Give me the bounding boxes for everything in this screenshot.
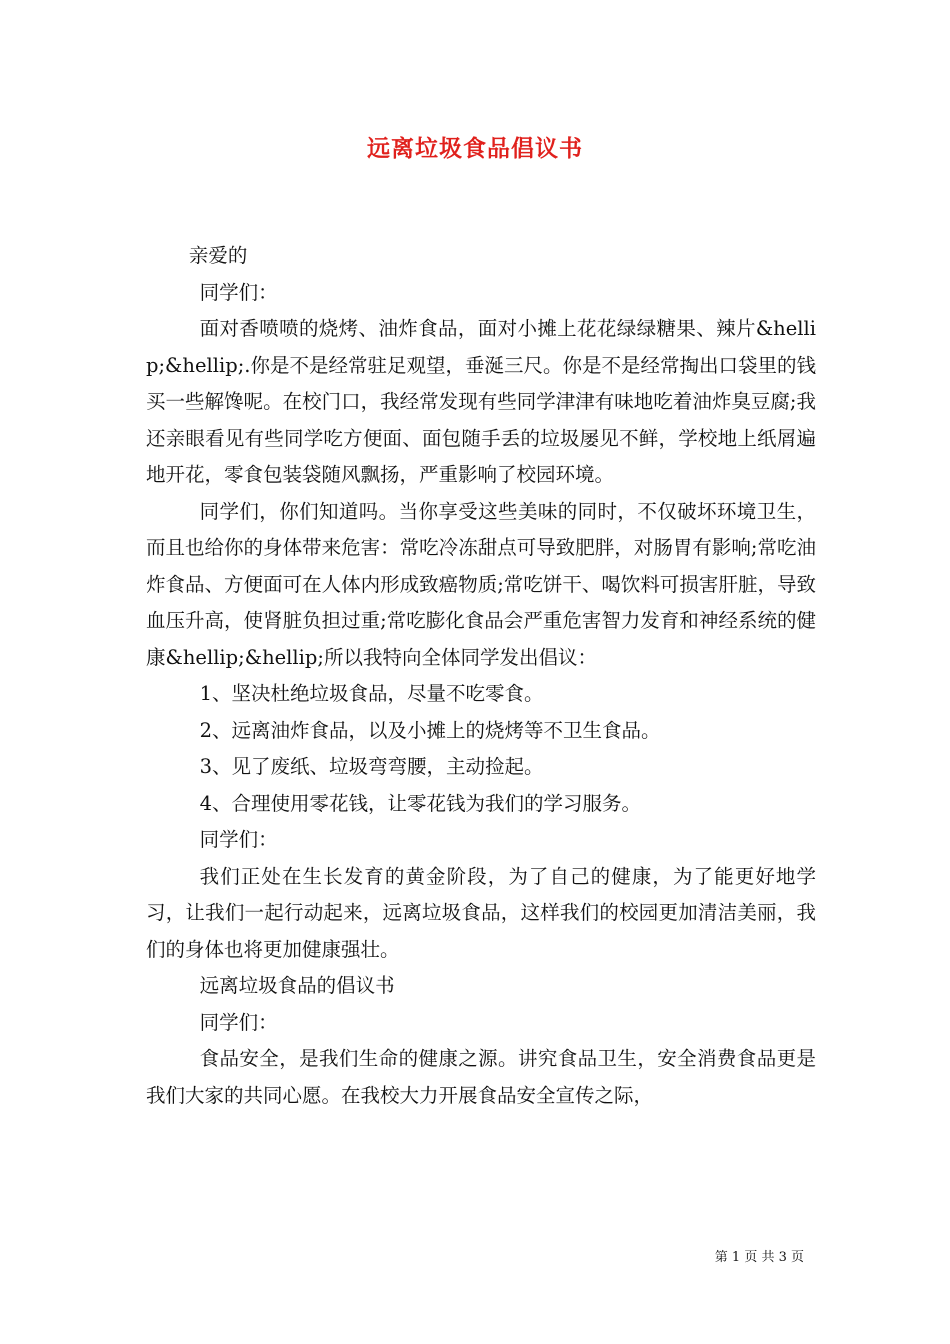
page-number: 第 1 页 共 3 页 xyxy=(714,1250,804,1265)
document-body xyxy=(146,238,816,1114)
section-heading: 远离垃圾食品的倡议书 xyxy=(199,974,395,997)
list-item-2: 2、远离油炸食品，以及小摊上的烧烤等不卫生食品。 xyxy=(199,718,661,742)
paragraph-greeting: 同学们： xyxy=(199,280,278,304)
paragraph-closing: 我们正处在生长发育的黄金阶段，为了自己的健康，为了能更好地学习，让我们一起行动起来，远离垃圾食品，这样我们的校园更加清洁美丽，我们的身体也将更加健康强壮。 xyxy=(146,864,816,961)
document-title: 远离垃圾食品倡议书 xyxy=(367,135,583,162)
list-item-3: 3、见了废纸、垃圾弯弯腰，主动捡起。 xyxy=(199,755,544,778)
list-item-4: 4、合理使用零花钱，让零花钱为我们的学习服务。 xyxy=(199,791,642,815)
paragraph-greeting-2: 同学们： xyxy=(199,828,278,851)
paragraph-greeting-3: 同学们： xyxy=(199,1010,278,1034)
list-item-1: 1、坚决杜绝垃圾食品，尽量不吃零食。 xyxy=(199,682,544,705)
paragraph-intro: 面对香喷喷的烧烤、油炸食品，面对小摊上花花绿绿糖果、辣片&hellip;&hellip;.你是不是经常驻足观望，垂涎三尺。你是不是经常掏出口袋里的钱买一些解馋呢。在校门口，我经常发现有些同学津津有味地吃着油炸臭豆腐;我还亲眼看见有些同学吃方便面、面包随手丢的垃圾屡见不鲜，学校地上纸屑遍地开花，零食包装袋随风飘扬，严重影响了校园环境。 xyxy=(146,317,816,486)
paragraph-harm: 同学们，你们知道吗。当你享受这些美味的同时，不仅破坏环境卫生，而且也给你的身体带来危害：常吃冷冻甜点可导致肥胖，对肠胃有影响;常吃油炸食品、方便面可在人体内形成致癌物质;常吃饼干、喝饮料可损害肝脏，导致血压升高，使肾脏负担过重;常吃膨化食品会严重危害智力发育和神经系统的健康&hellip;&hellip;所以我特向全体同学发出倡议： xyxy=(146,499,816,669)
salutation: 亲爱的 xyxy=(188,244,248,267)
paragraph-food-safety: 食品安全，是我们生命的健康之源。讲究食品卫生，安全消费食品更是我们大家的共同心愿。在我校大力开展食品安全宣传之际， xyxy=(146,1047,816,1107)
